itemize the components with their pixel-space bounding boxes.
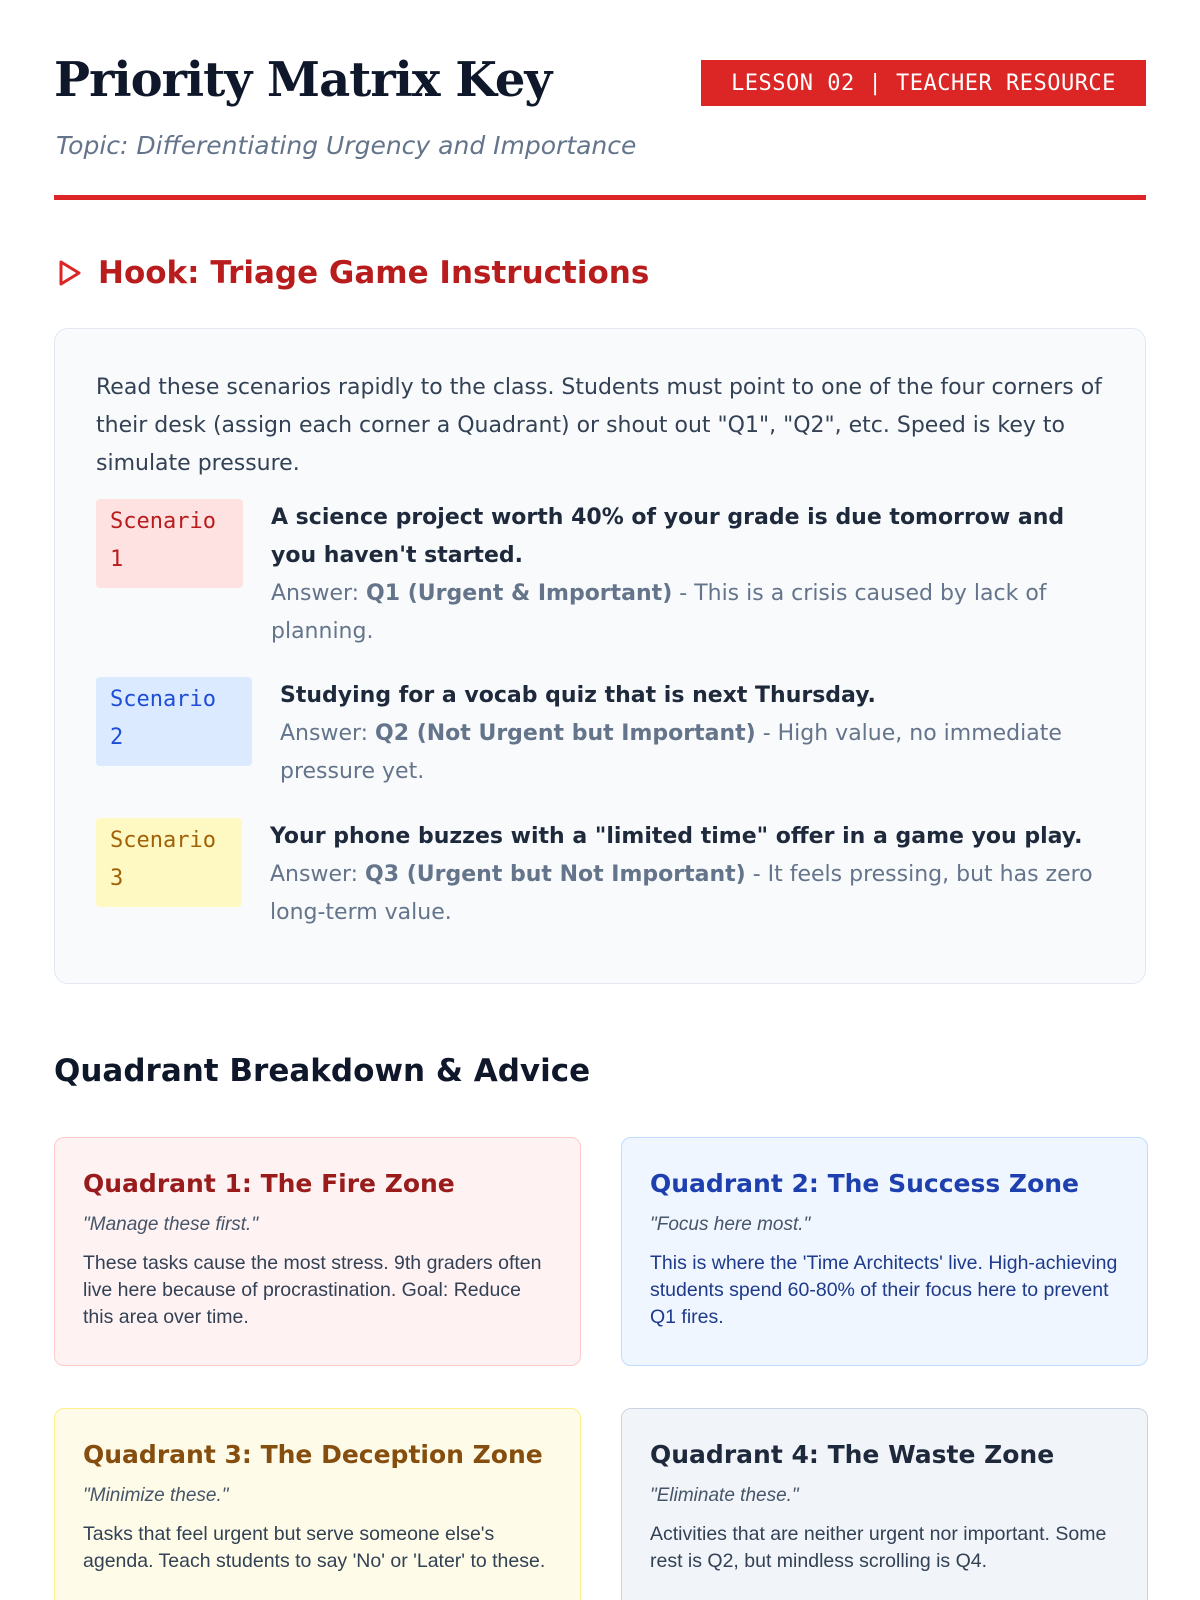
quadrant-description: Activities that are neither urgent nor important. Some rest is Q2, but mindless scrolling is Q4. <box>650 1523 1107 1572</box>
page-subtitle: Topic: Differentiating Urgency and Importance <box>56 131 637 160</box>
scenario-tag: Scenario 2 <box>96 677 252 766</box>
quadrant-card-4 <box>621 1408 1148 1600</box>
lesson-badge: LESSON 02 | TEACHER RESOURCE <box>701 60 1146 106</box>
answer-prefix: Answer: <box>270 862 366 887</box>
scenario-item <box>96 499 1106 651</box>
answer-explanation: - High value, no immediate pressure yet. <box>280 721 1062 784</box>
quadrant-quote: "Minimize these." <box>83 1485 229 1506</box>
quadrant-title: Quadrant 2: The Success Zone <box>650 1169 1079 1198</box>
scenario-question: A science project worth 40% of your grade is due tomorrow and you haven't started. <box>271 505 1065 568</box>
quadrant-description: These tasks cause the most stress. 9th graders often live here because of procrastination. Goal: Reduce this area over time. <box>83 1252 542 1328</box>
quadrant-card-1 <box>54 1137 581 1366</box>
scenario-answer <box>270 856 1106 932</box>
scenario-question: Studying for a vocab quiz that is next Thursday. <box>280 683 876 708</box>
quadrant-title: Quadrant 3: The Deception Zone <box>83 1440 543 1469</box>
answer-quadrant: Q1 (Urgent & Important) <box>366 581 673 606</box>
scenario-question: Your phone buzzes with a "limited time" offer in a game you play. <box>270 824 1083 849</box>
hook-intro: Read these scenarios rapidly to the class. Students must point to one of the four corners of their desk (assign each corner a Quadrant) or shout out "Q1", "Q2", etc. Speed is key to simulate pressure. <box>96 375 1102 476</box>
scenario-tag: Scenario 1 <box>96 499 243 588</box>
hook-title: Hook: Triage Game Instructions <box>98 255 650 291</box>
answer-explanation: - It feels pressing, but has zero long-term value. <box>270 862 1093 925</box>
quadrant-quote: "Eliminate these." <box>650 1485 799 1506</box>
answer-quadrant: Q3 (Urgent but Not Important) <box>365 862 746 887</box>
breakdown-title: Quadrant Breakdown & Advice <box>54 1053 591 1089</box>
quadrant-quote: "Focus here most." <box>650 1214 811 1235</box>
quadrant-quote: "Manage these first." <box>83 1214 259 1235</box>
page-title: Priority Matrix Key <box>54 52 552 108</box>
answer-quadrant: Q2 (Not Urgent but Important) <box>375 721 756 746</box>
scenario-body <box>270 818 1106 932</box>
scenario-body <box>280 677 1106 791</box>
hook-heading <box>54 255 649 291</box>
answer-prefix: Answer: <box>280 721 376 746</box>
quadrant-card-3 <box>54 1408 581 1600</box>
quadrant-title: Quadrant 4: The Waste Zone <box>650 1440 1055 1469</box>
answer-explanation: - This is a crisis caused by lack of planning. <box>271 581 1047 644</box>
quadrant-card-2 <box>621 1137 1148 1366</box>
page-header <box>54 0 1146 200</box>
quadrant-title: Quadrant 1: The Fire Zone <box>83 1169 455 1198</box>
scenario-item <box>96 677 1106 791</box>
quadrant-description: This is where the 'Time Architects' live. High-achieving students spend 60-80% of their focus here to prevent Q1 fires. <box>650 1252 1118 1328</box>
hook-instructions-box <box>54 328 1146 984</box>
document-page <box>54 0 1146 1572</box>
quadrant-description: Tasks that feel urgent but serve someone else's agenda. Teach students to say 'No' or 'Later' to these. <box>83 1523 546 1572</box>
play-icon <box>54 258 84 288</box>
scenario-body <box>271 499 1106 651</box>
scenario-answer <box>280 715 1106 791</box>
scenario-tag: Scenario 3 <box>96 818 242 907</box>
scenario-answer <box>271 575 1106 651</box>
scenario-item <box>96 818 1106 932</box>
answer-prefix: Answer: <box>271 581 367 606</box>
